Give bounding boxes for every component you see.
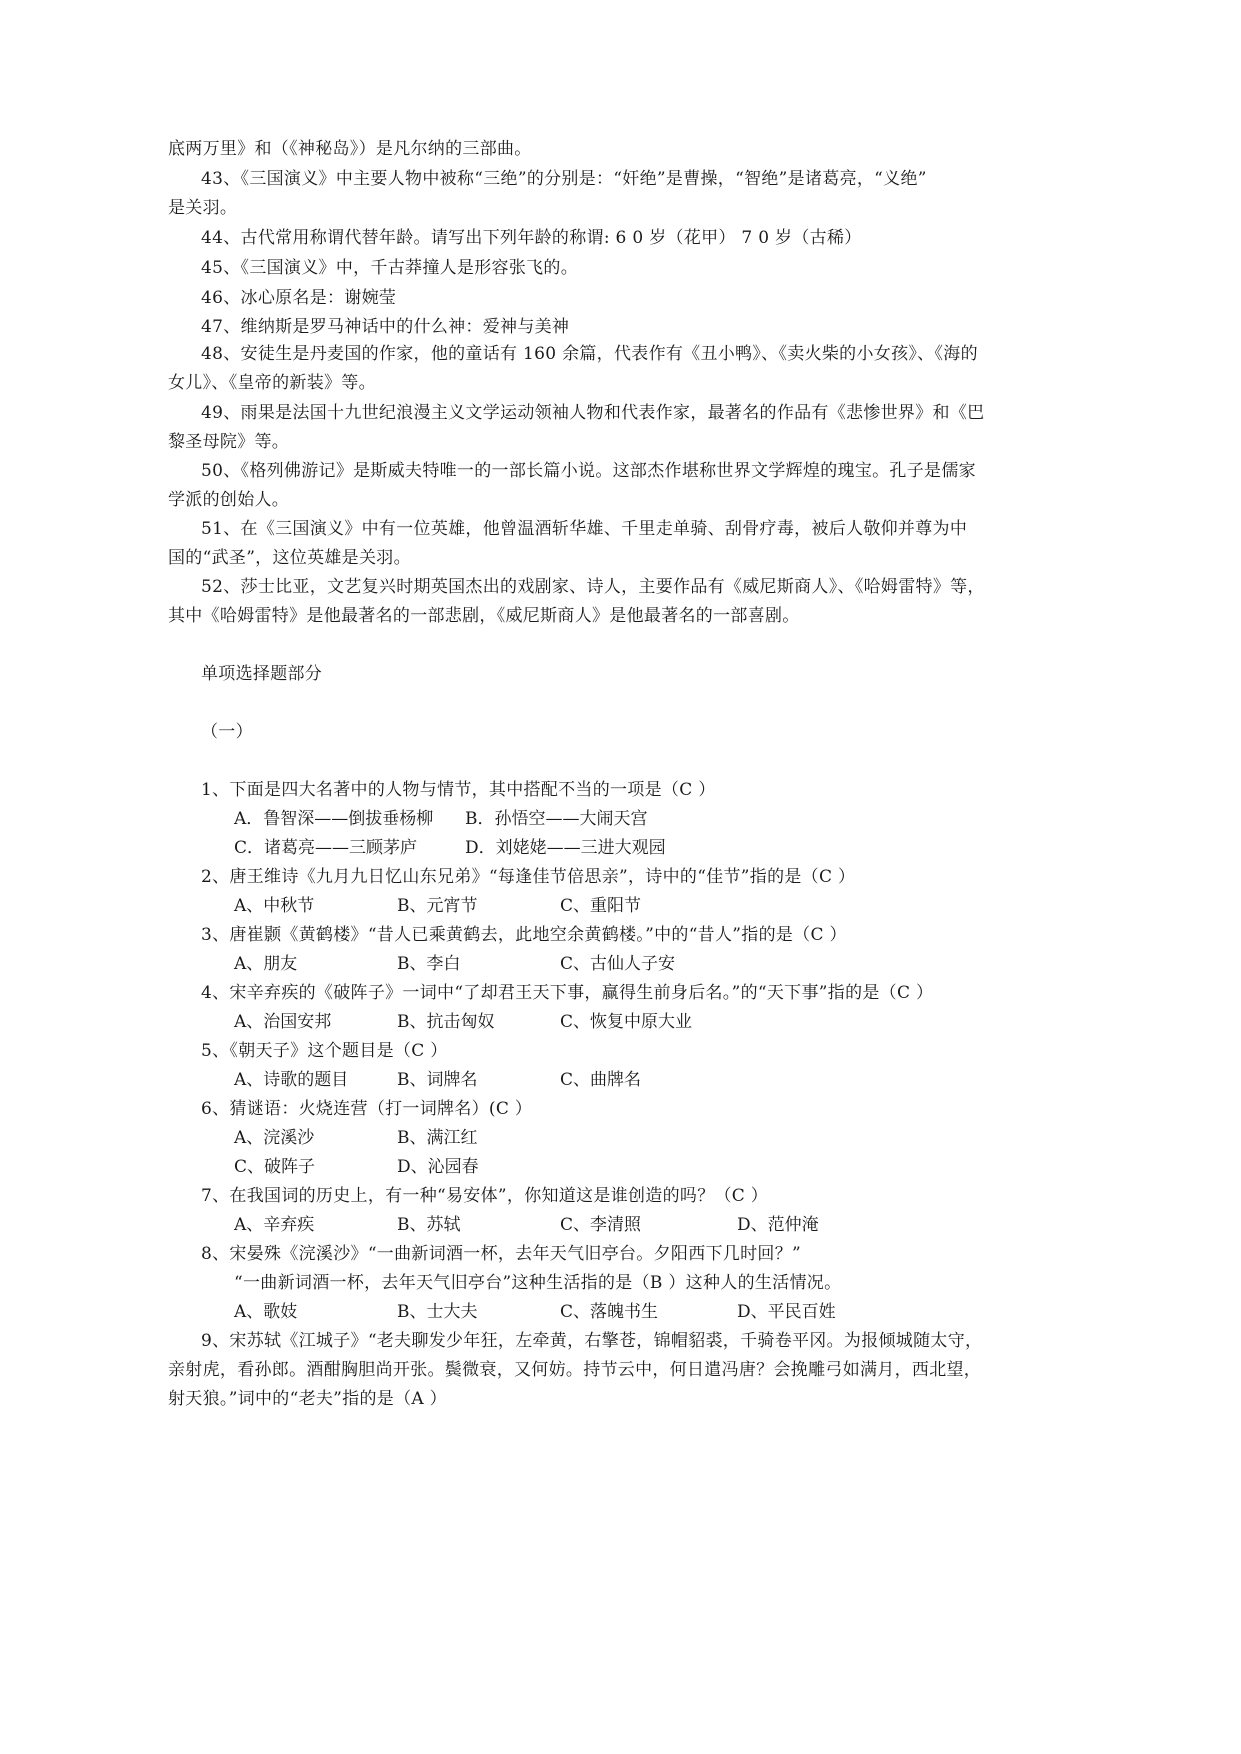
question-6: 6、猜谜语：火烧连营（打一词牌名）(C ） <box>201 1099 533 1119</box>
q7-option-b: B、苏轼 <box>397 1215 461 1235</box>
q7-option-d: D、范仲淹 <box>737 1215 819 1235</box>
question-8: 8、宋晏殊《浣溪沙》“一曲新词酒一杯，去年天气旧亭台。夕阳西下几时回？” <box>201 1244 801 1264</box>
q1-option-d: D．刘姥姥——三进大观园 <box>465 838 666 858</box>
q3-option-b: B、李白 <box>397 954 461 974</box>
question-3: 3、唐崔颢《黄鹤楼》“昔人已乘黄鹤去，此地空余黄鹤楼。”中的“昔人”指的是（C ） <box>201 925 847 945</box>
q1-option-c: C．诸葛亮——三顾茅庐 <box>234 838 418 858</box>
item-43-cont: 是关羽。 <box>168 198 238 218</box>
item-51: 51、在《三国演义》中有一位英雄，他曾温酒斩华雄、千里走单骑、刮骨疗毒，被后人敬仰并尊为中 <box>201 519 968 539</box>
q2-option-a: A、中秋节 <box>234 896 315 916</box>
q3-option-a: A、朋友 <box>234 954 298 974</box>
q6-option-a: A、浣溪沙 <box>234 1128 315 1148</box>
item-49-cont: 黎圣母院》等。 <box>168 432 290 452</box>
question-7: 7、在我国词的历史上，有一种“易安体”，你知道这是谁创造的吗？（C ） <box>201 1186 769 1206</box>
item-50-cont: 学派的创始人。 <box>168 490 290 510</box>
q3-option-c: C、古仙人子安 <box>560 954 676 974</box>
question-5: 5、《朝天子》这个题目是（C ） <box>201 1041 448 1061</box>
item-45: 45、《三国演义》中，千古莽撞人是形容张飞的。 <box>201 258 579 278</box>
question-4: 4、宋辛弃疾的《破阵子》一词中“了却君王天下事，赢得生前身后名。”的“天下事”指的是（C ） <box>201 983 934 1003</box>
item-43: 43、《三国演义》中主要人物中被称“三绝”的分别是：“奸绝”是曹操，“智绝”是诸葛亮，“义绝” <box>201 169 927 189</box>
q1-option-b: B．孙悟空——大闹天宫 <box>465 809 648 829</box>
q4-option-a: A、治国安邦 <box>234 1012 332 1032</box>
item-48: 48、安徒生是丹麦国的作家，他的童话有 160 余篇，代表作有《丑小鸭》、《卖火柴的小女孩》、《海的 <box>201 344 978 364</box>
item-46: 46、冰心原名是：谢婉莹 <box>201 288 397 308</box>
question-9: 9、宋苏轼《江城子》“老夫聊发少年狂，左牵黄，右擎苍，锦帽貂裘，千骑卷平冈。为报倾城随太守， <box>201 1331 983 1351</box>
q6-option-c: C、破阵子 <box>234 1157 316 1177</box>
q5-option-b: B、词牌名 <box>397 1070 478 1090</box>
question-2: 2、唐王维诗《九月九日忆山东兄弟》“每逢佳节倍思亲”，诗中的“佳节”指的是（C ） <box>201 867 856 887</box>
question-1: 1、下面是四大名著中的人物与情节，其中搭配不当的一项是（C ） <box>201 780 716 800</box>
item-52-cont: 其中《哈姆雷特》是他最著名的一部悲剧，《威尼斯商人》是他最著名的一部喜剧。 <box>168 606 800 626</box>
question-8-cont: “一曲新词酒一杯，去年天气旧亭台”这种生活指的是（B ）这种人的生活情况。 <box>234 1273 842 1293</box>
q2-option-c: C、重阳节 <box>560 896 642 916</box>
q4-option-c: C、恢复中原大业 <box>560 1012 693 1032</box>
question-9-cont: 亲射虎，看孙郎。酒酣胸胆尚开张。鬓微衰，又何妨。持节云中，何日遣冯唐？会挽雕弓如满月，西北望， <box>168 1360 982 1380</box>
item-51-cont: 国的“武圣”，这位英雄是关羽。 <box>168 548 411 568</box>
q4-option-b: B、抗击匈奴 <box>397 1012 495 1032</box>
item-47: 47、维纳斯是罗马神话中的什么神：爱神与美神 <box>201 317 570 337</box>
item-48-cont: 女儿》、《皇帝的新装》等。 <box>168 373 376 393</box>
subsection-heading: （一） <box>201 722 253 742</box>
q5-option-a: A、诗歌的题目 <box>234 1070 349 1090</box>
question-9-cont2: 射天狼。”词中的“老夫”指的是（A ） <box>168 1389 447 1409</box>
q1-option-a: A．鲁智深——倒拔垂杨柳 <box>234 809 434 829</box>
q2-option-b: B、元宵节 <box>397 896 478 916</box>
q8-option-a: A、歌妓 <box>234 1302 298 1322</box>
item-52: 52、莎士比亚，文艺复兴时期英国杰出的戏剧家、诗人，主要作品有《威尼斯商人》、《哈姆雷特》等， <box>201 577 985 597</box>
text-line: 底两万里》和（《神秘岛》）是凡尔纳的三部曲。 <box>168 139 532 159</box>
q5-option-c: C、曲牌名 <box>560 1070 642 1090</box>
q6-option-b: B、满江红 <box>397 1128 478 1148</box>
item-44: 44、古代常用称谓代替年龄。请写出下列年龄的称谓: 6 0 岁（花甲） 7 0 岁（古稀） <box>201 228 862 248</box>
item-50: 50、《格列佛游记》是斯威夫特唯一的一部长篇小说。这部杰作堪称世界文学辉煌的瑰宝。孔子是儒家 <box>201 461 976 481</box>
q8-option-b: B、士大夫 <box>397 1302 478 1322</box>
q8-option-d: D、平民百姓 <box>737 1302 836 1322</box>
q7-option-c: C、李清照 <box>560 1215 642 1235</box>
q6-option-d: D、沁园春 <box>397 1157 479 1177</box>
q7-option-a: A、辛弃疾 <box>234 1215 315 1235</box>
q8-option-c: C、落魄书生 <box>560 1302 659 1322</box>
item-49: 49、雨果是法国十九世纪浪漫主义文学运动领袖人物和代表作家，最著名的作品有《悲惨世界》和《巴 <box>201 403 985 423</box>
section-heading: 单项选择题部分 <box>201 664 323 684</box>
